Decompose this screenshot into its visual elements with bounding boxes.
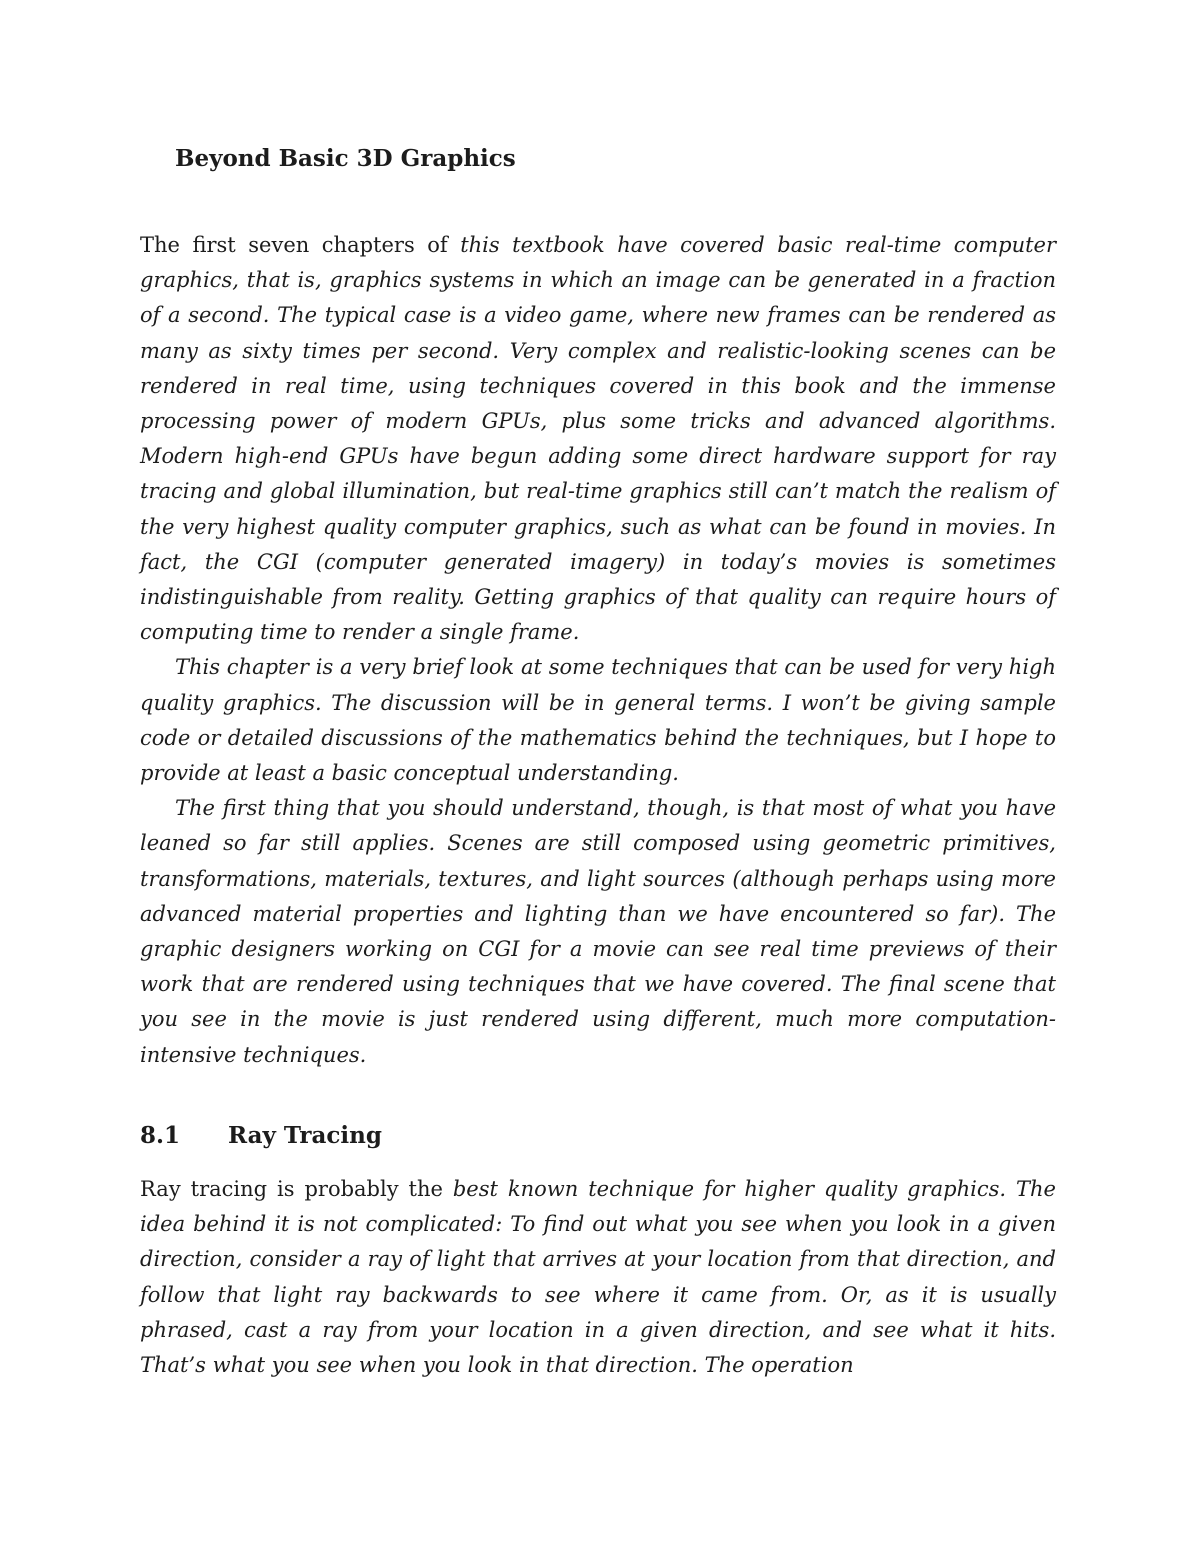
intro-paragraph-3: The first thing that you should understand, though, is that most of what you have leaned so far still applies. Scenes are still composed using geometric primitives, transformations, materials, textures, and light sources (although perhaps using more advanced material properties and lighting than we have encountered so far). The graphic designers working on CGI for a movie can see real time previews of their work that are rendered using techniques that we have covered. The final scene that you see in the movie is just rendered using different, much more computation-intensive techniques.	[140, 796, 1056, 1067]
section-paragraph-1-italic: best known technique for higher quality graphics. The idea behind it is not complicated: To find out what you see when you look in a given direction, consider a ray of light that arrives at your location from that direction, and follow that light ray backwards to see where it came from. Or, as it is usually phrased, cast a ray from your location in a given direction, and see what it hits. That’s what you see when you look in that direction. The operation	[140, 1177, 1056, 1378]
section-title: Ray Tracing	[228, 1122, 382, 1149]
intro-paragraph-1-italic: this textbook have covered basic real-time computer graphics, that is, graphics systems in which an image can be generated in a fraction of a second. The typical case is a video game, where new frames can be rendered as many as sixty times per second. Very complex and realistic-looking scenes can be rendered in real time, using techniques covered in this book and the immense processing power of modern GPUs, plus some tricks and advanced algorithms. Modern high-end GPUs have begun adding some direct hardware support for ray tracing and global illumination, but real-time graphics still can’t match the realism of the very highest quality computer graphics, such as what can be found in movies. In fact, the CGI (computer generated imagery) in today’s movies is sometimes indistinguishable from reality. Getting graphics of that quality can require hours of computing time to render a single frame.	[140, 233, 1056, 645]
section-paragraph-1-upright: Ray tracing is probably the	[140, 1177, 453, 1201]
intro-paragraph-2: This chapter is a very brief look at some techniques that can be used for very high quality graphics. The discussion will be in general terms. I won’t be giving sample code or detailed discussions of the mathematics behind the techniques, but I hope to provide at least a basic conceptual understanding.	[140, 655, 1056, 786]
intro-paragraph-1-upright: The first seven chapters of	[140, 233, 461, 257]
section-paragraph-1	[140, 1172, 1056, 1383]
section-heading	[140, 1118, 382, 1154]
section-number: 8.1	[140, 1122, 181, 1149]
section-text	[140, 1172, 1056, 1383]
intro-paragraph-1	[140, 228, 1056, 650]
chapter-title: Beyond Basic 3D Graphics	[175, 145, 516, 172]
intro-text	[140, 228, 1056, 1073]
